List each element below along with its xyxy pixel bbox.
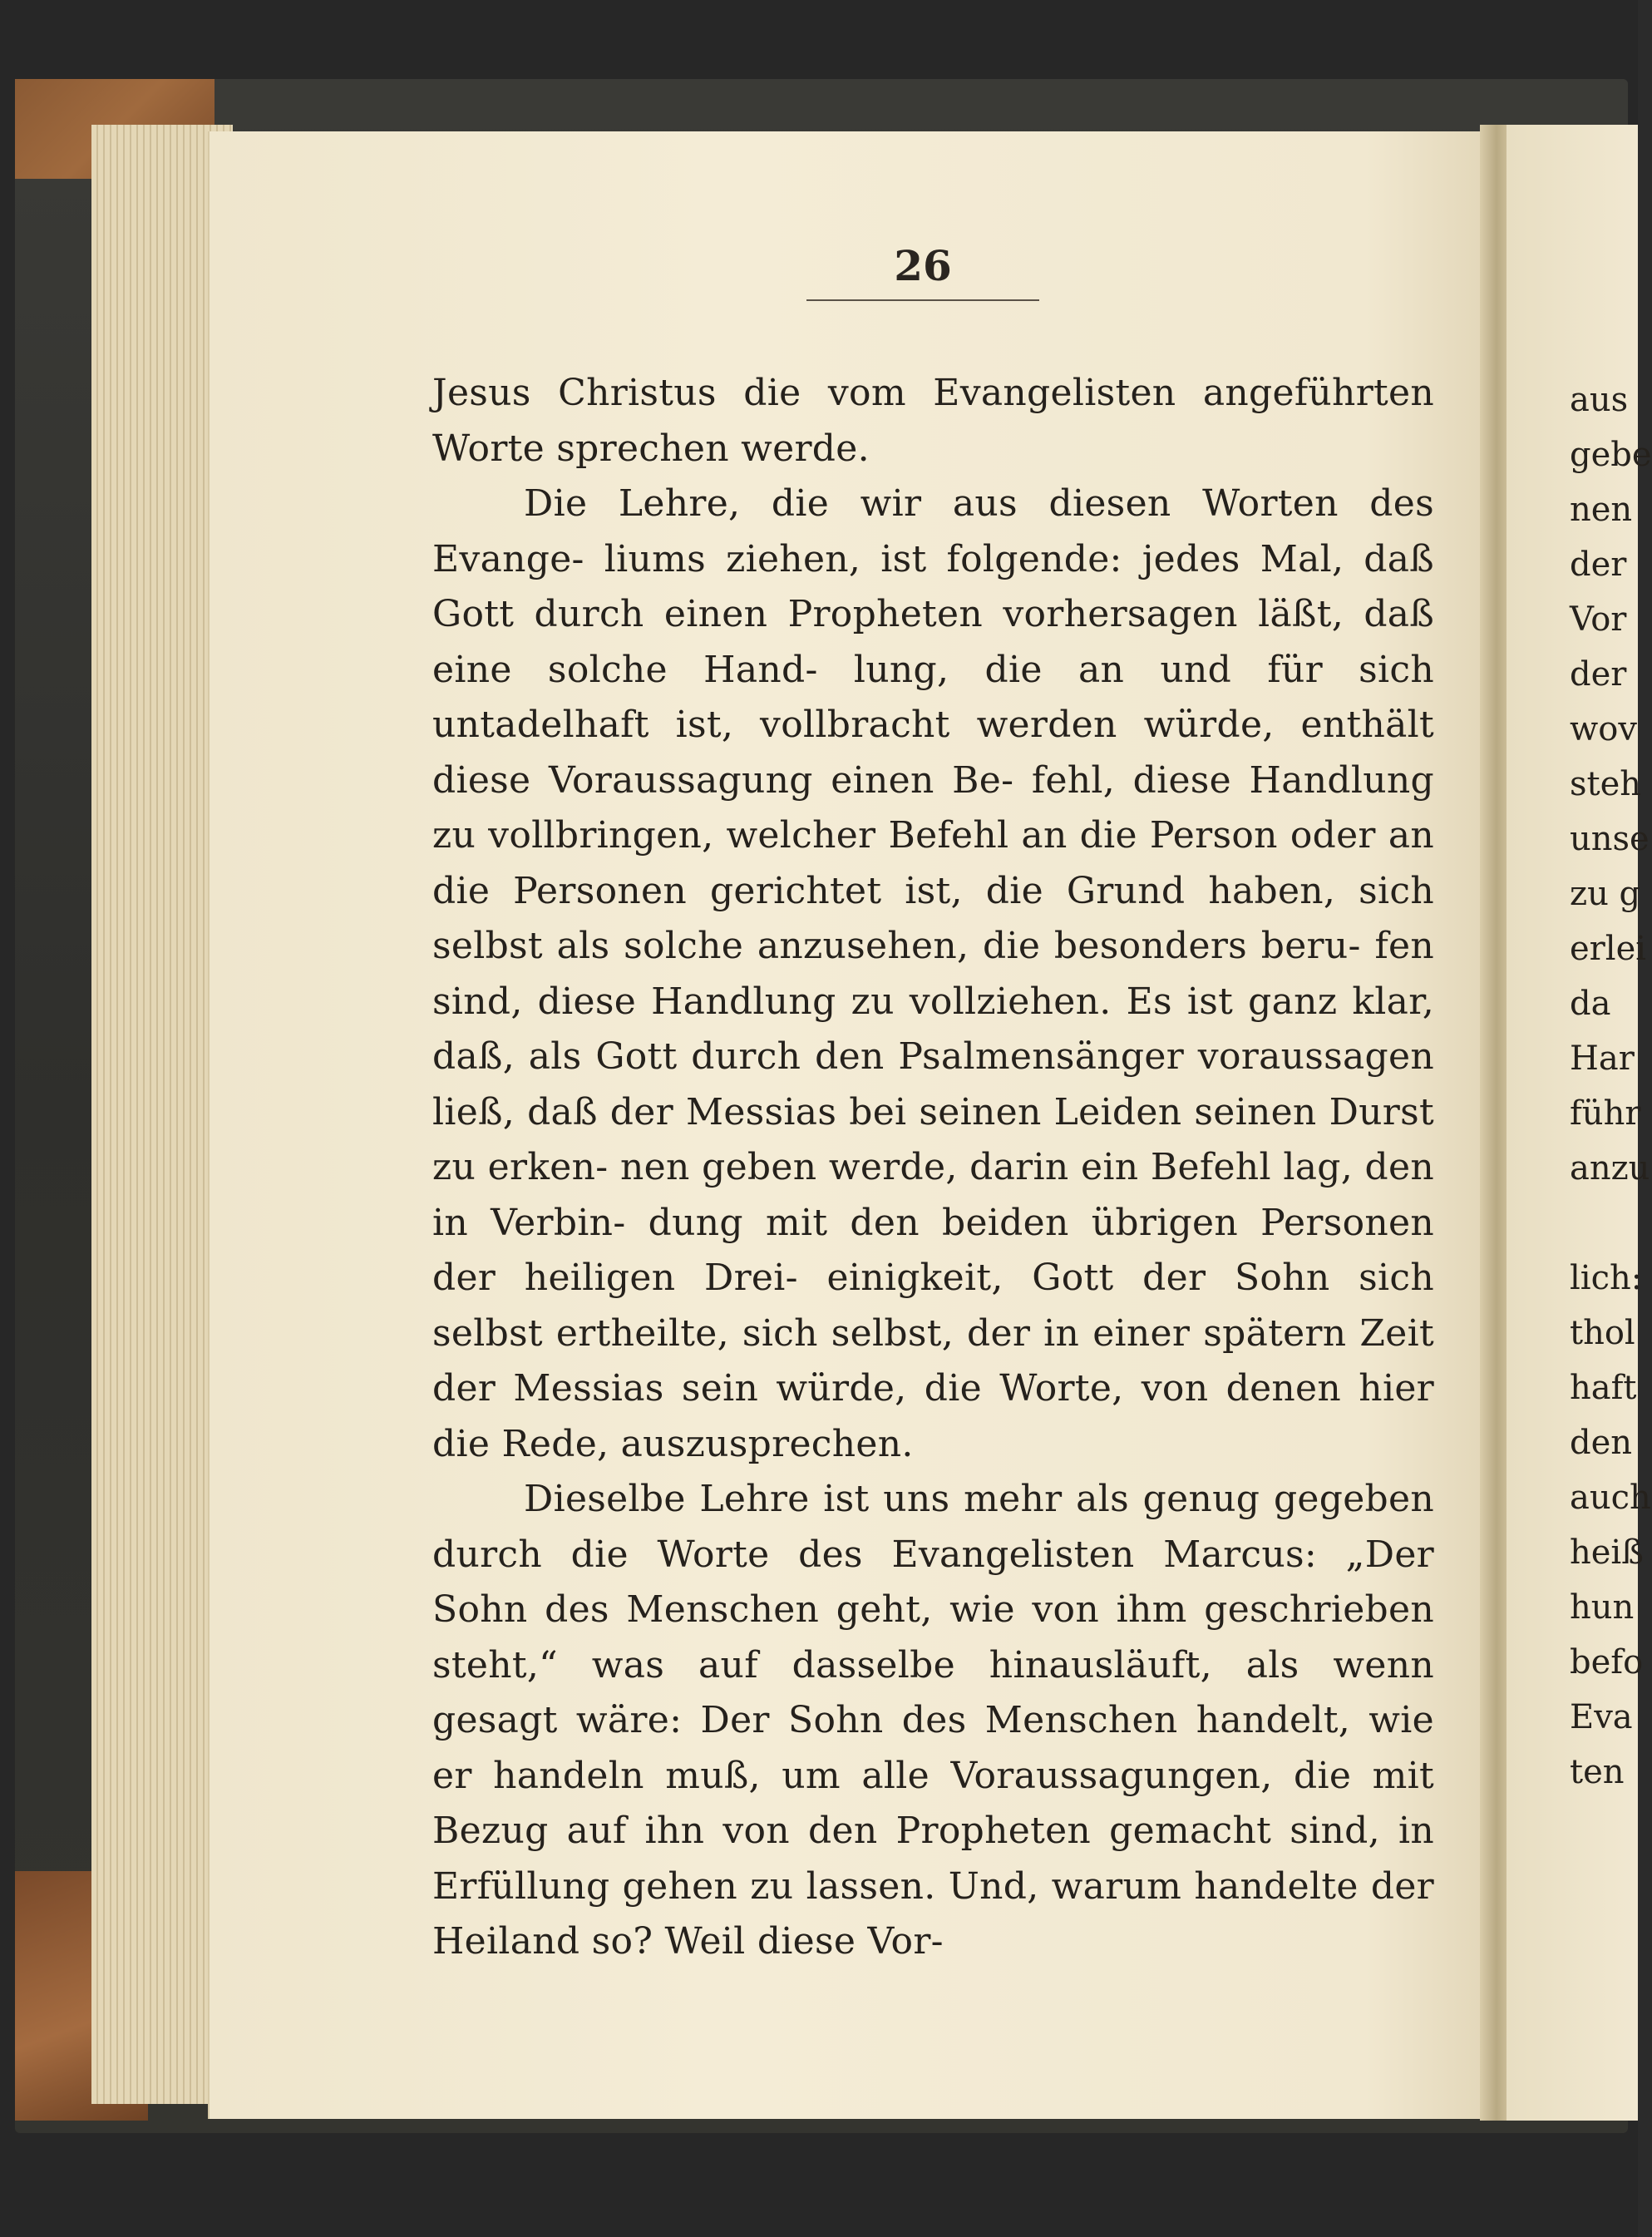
text-line: werden würde, enthält diese Voraussagung einen Be- (432, 704, 1434, 802)
text-line: dung mit den beiden übrigen Personen der heiligen Drei- (432, 1201, 1435, 1299)
text-line: Dieselbe Lehre ist uns mehr als genug gegeben durch (432, 1478, 1434, 1576)
facing-line: unse (1570, 820, 1650, 858)
facing-line: wov (1570, 710, 1637, 748)
text-line: Die Lehre, die wir aus diesen Worten des Evange- (432, 482, 1434, 580)
text-line: fen sind, diese Handlung zu vollziehen. Es ist ganz klar, (432, 925, 1434, 1023)
facing-line: führ (1570, 1094, 1641, 1133)
page-number: 26 (894, 241, 952, 290)
text-line: fehl, diese Handlung zu vollbringen, welcher Befehl an (432, 758, 1434, 857)
text-line: sprechen werde. (556, 427, 870, 470)
facing-line: nen (1570, 491, 1633, 529)
facing-line: Eva (1570, 1698, 1633, 1736)
text-line: Jesus Christus die vom Evangelisten angeführten Worte (432, 372, 1434, 470)
facing-line: befo (1570, 1643, 1644, 1681)
facing-line: haft (1570, 1369, 1637, 1407)
facing-page-fragments (1570, 373, 1652, 1800)
facing-line: zu g (1570, 875, 1641, 913)
header-rule (806, 299, 1039, 301)
facing-line: heiß (1570, 1533, 1644, 1572)
facing-line: auch (1570, 1479, 1651, 1517)
text-line: Propheten gemacht sind, in Erfüllung gehen zu lassen. (432, 1810, 1434, 1908)
facing-line: der (1570, 546, 1627, 584)
text-line: Sohn des Menschen handelt, wie er handeln muß, um (432, 1699, 1434, 1797)
text-line: die Worte des Evangelisten Marcus: „Der Sohn des (432, 1533, 1435, 1631)
text-line: die Person oder an die Personen gerichtet ist, die Grund (432, 814, 1434, 912)
facing-line: gebe (1570, 436, 1652, 474)
facing-line: der (1570, 655, 1627, 694)
facing-line: steh (1570, 765, 1642, 803)
facing-line: anzu (1570, 1149, 1650, 1188)
text-line: nen geben werde, darin ein Befehl lag, den in Verbin- (432, 1146, 1434, 1244)
text-line: alle Voraussagungen, die mit Bezug auf ihn von den (432, 1754, 1434, 1852)
facing-line: den (1570, 1424, 1633, 1462)
text-line: einen Propheten vorhersagen läßt, daß eine solche Hand- (432, 593, 1435, 691)
text-line: liums ziehen, ist folgende: jedes Mal, daß Gott durch (432, 537, 1434, 635)
paragraph-2 (432, 477, 1434, 1472)
facing-line: Vor (1570, 600, 1627, 639)
text-line: der in einer spätern Zeit der Messias sein würde, die (432, 1311, 1434, 1410)
text-line: Worte, von denen hier die Rede, auszusprechen. (432, 1367, 1434, 1465)
text-line: haben, sich selbst als solche anzusehen, die besonders beru- (432, 869, 1434, 967)
facing-line: thol (1570, 1314, 1635, 1352)
facing-line: hun (1570, 1588, 1635, 1627)
facing-line: da (1570, 985, 1611, 1023)
paragraph-3 (432, 1472, 1434, 1970)
text-line: Und, warum handelte der Heiland so? Weil diese Vor- (432, 1864, 1434, 1963)
page-body-text (432, 366, 1434, 1970)
paragraph-1 (432, 366, 1434, 477)
facing-line: erlei (1570, 930, 1647, 968)
text-line: was auf dasselbe hinausläuft, als wenn gesagt wäre: Der (432, 1643, 1435, 1741)
text-line: einigkeit, Gott der Sohn sich selbst ertheilte, sich selbst, (432, 1257, 1434, 1355)
text-line: daß, als Gott durch den Psalmensänger voraussagen ließ, (432, 1035, 1434, 1133)
text-line: lung, die an und für sich untadelhaft ist, vollbracht (432, 648, 1434, 746)
facing-line: lich: (1570, 1259, 1643, 1297)
text-line: daß der Messias bei seinen Leiden seinen Durst zu erken- (432, 1090, 1434, 1188)
facing-line: Har (1570, 1039, 1635, 1078)
facing-line: ten (1570, 1753, 1625, 1791)
facing-line (1570, 1196, 1636, 1251)
text-line: Menschen geht, wie von ihm geschrieben steht,“ (432, 1588, 1434, 1686)
facing-line: aus (1570, 381, 1629, 419)
